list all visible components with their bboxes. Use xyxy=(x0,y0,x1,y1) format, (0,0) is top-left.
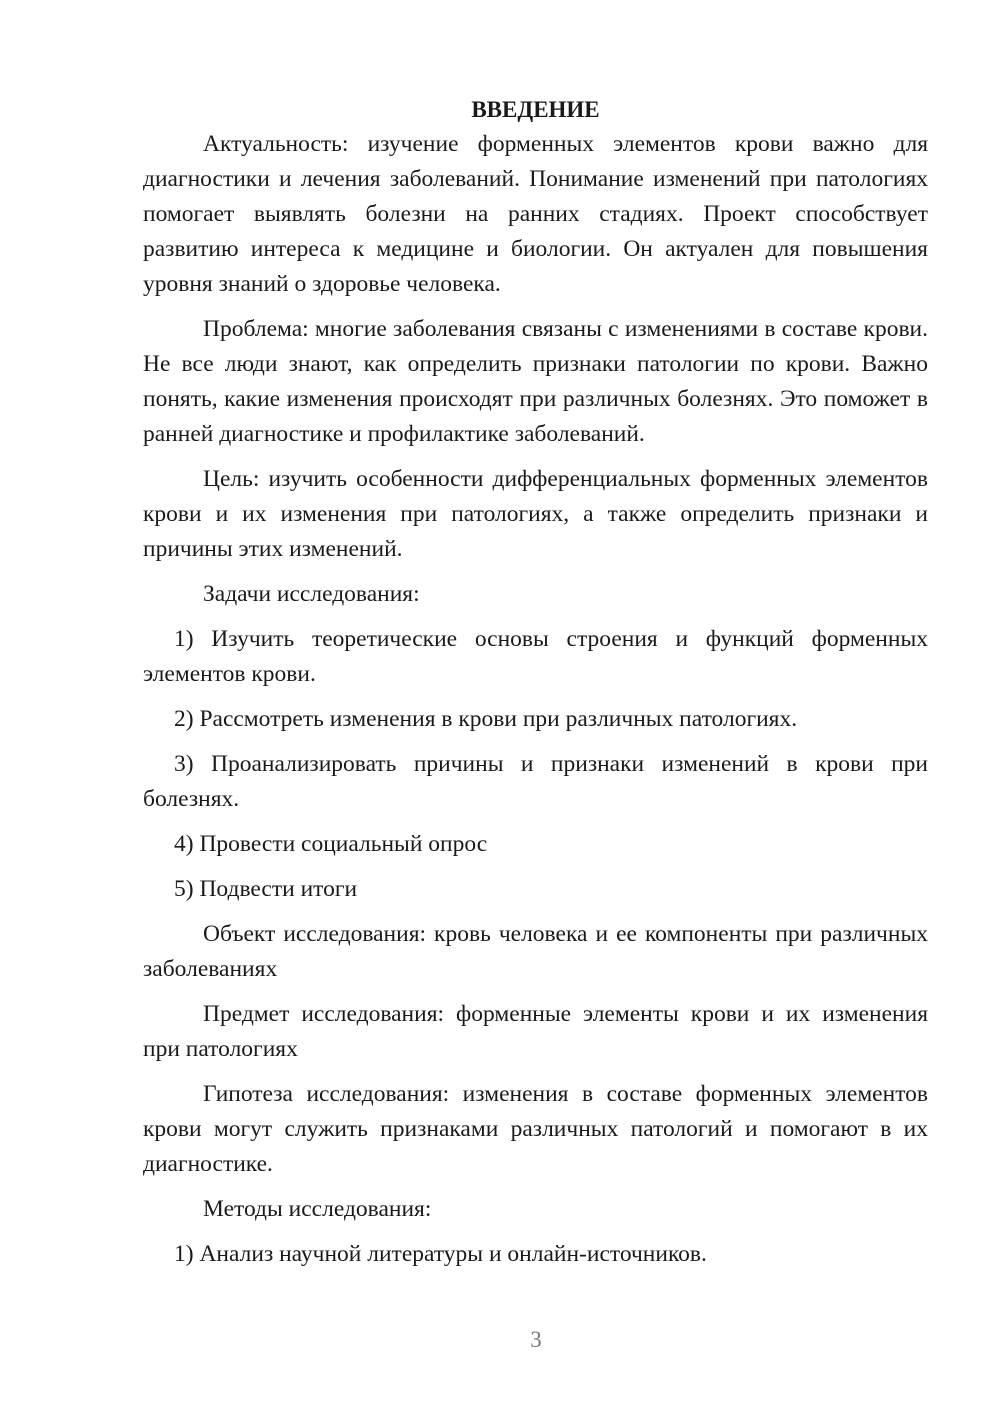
task-item: 3) Проанализировать причины и признаки изменений в крови при болезнях. xyxy=(143,751,928,812)
task-item: 1) Изучить теоретические основы строения и функций форменных элементов крови. xyxy=(143,626,928,687)
page-number: 3 xyxy=(530,1327,542,1352)
task-item: 4) Провести социальный опрос xyxy=(174,831,488,857)
task-item: 5) Подвести итоги xyxy=(174,876,358,902)
relevance-paragraph: Актуальность: изучение форменных элементов крови важно для диагностики и лечения заболеваний. Понимание изменений при патологиях помогает выявлять болезни на ранних стадиях. Проект способствует развитию интереса к медицине и биологии. Он актуален для повышения уровня знаний о здоровье человека. xyxy=(143,131,928,297)
method-item: 1) Анализ научной литературы и онлайн-источников. xyxy=(174,1241,707,1267)
tasks-heading: Задачи исследования: xyxy=(203,581,420,607)
subject-paragraph: Предмет исследования: форменные элементы крови и их изменения при патологиях xyxy=(143,1001,928,1062)
task-item: 2) Рассмотреть изменения в крови при различных патологиях. xyxy=(174,706,798,732)
document-body xyxy=(143,92,928,1272)
object-paragraph: Объект исследования: кровь человека и ее компоненты при различных заболеваниях xyxy=(143,921,928,982)
methods-heading: Методы исследования: xyxy=(203,1196,432,1222)
goal-paragraph: Цель: изучить особенности дифференциальных форменных элементов крови и их изменения при патологиях, а также определить признаки и причины этих изменений. xyxy=(143,466,928,562)
problem-paragraph: Проблема: многие заболевания связаны с изменениями в составе крови. Не все люди знают, как определить признаки патологии по крови. Важно понять, какие изменения происходят при различных болезнях. Это поможет в ранней диагностике и профилактике заболеваний. xyxy=(143,316,928,447)
hypothesis-paragraph: Гипотеза исследования: изменения в составе форменных элементов крови могут служить признаками различных патологий и помогают в их диагностике. xyxy=(143,1081,928,1177)
page-title: ВВЕДЕНИЕ xyxy=(471,97,600,122)
